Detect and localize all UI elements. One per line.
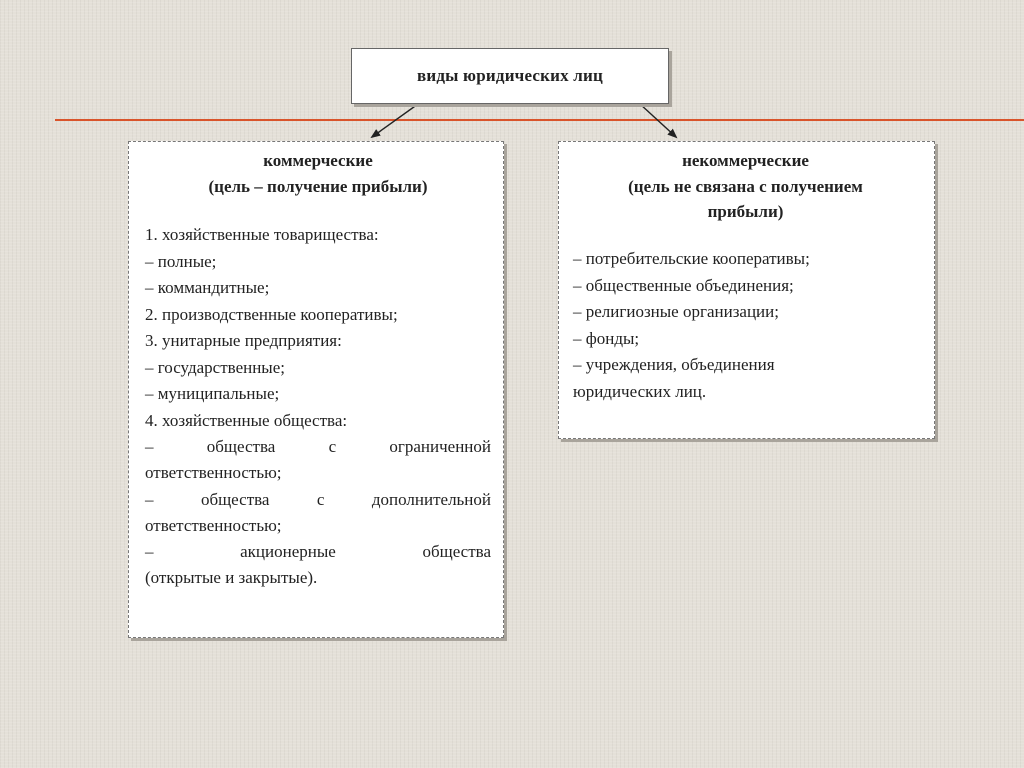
- list-item: – потребительские кооперативы;: [573, 249, 810, 268]
- list-item: ответственностью;: [145, 463, 282, 482]
- noncommercial-subtitle-line1: (цель не связана с получением: [628, 177, 863, 196]
- list-item: – полные;: [145, 251, 217, 271]
- diagram-title-box: [351, 48, 669, 104]
- commercial-subtitle: (цель – получение прибыли): [208, 177, 428, 196]
- noncommercial-heading: некоммерческие: [682, 151, 809, 170]
- diagram-title: виды юридических лиц: [416, 66, 604, 85]
- commercial-box: [128, 141, 504, 638]
- list-item: – учреждения, объединения: [573, 355, 775, 374]
- noncommercial-list: [573, 246, 918, 405]
- list-item: 2. производственные кооперативы;: [145, 304, 398, 324]
- list-item: ответственностью;: [145, 515, 282, 535]
- list-item: 1. хозяйственные товарищества:: [145, 225, 379, 244]
- list-item: – государственные;: [145, 357, 286, 377]
- list-item: юридических лиц.: [573, 381, 707, 401]
- noncommercial-box: [558, 141, 935, 439]
- noncommercial-subtitle-line2: прибыли): [707, 202, 784, 221]
- commercial-list: [145, 222, 491, 592]
- commercial-heading: коммерческие: [263, 151, 373, 170]
- list-item: – коммандитные;: [145, 278, 270, 297]
- list-item: – религиозные организации;: [573, 302, 779, 321]
- list-item: – общественные объединения;: [573, 275, 794, 295]
- accent-divider-line: [55, 119, 1024, 121]
- list-item: 3. унитарные предприятия:: [145, 331, 342, 350]
- list-item: (открытые и закрытые).: [145, 568, 318, 587]
- list-item: – общества с дополнительной: [145, 489, 491, 509]
- list-item: – муниципальные;: [145, 384, 280, 403]
- list-item: – общества с ограниченной: [145, 437, 491, 456]
- list-item: 4. хозяйственные общества:: [145, 410, 348, 430]
- list-item: – акционерные общества: [145, 542, 491, 561]
- list-item: – фонды;: [573, 328, 640, 348]
